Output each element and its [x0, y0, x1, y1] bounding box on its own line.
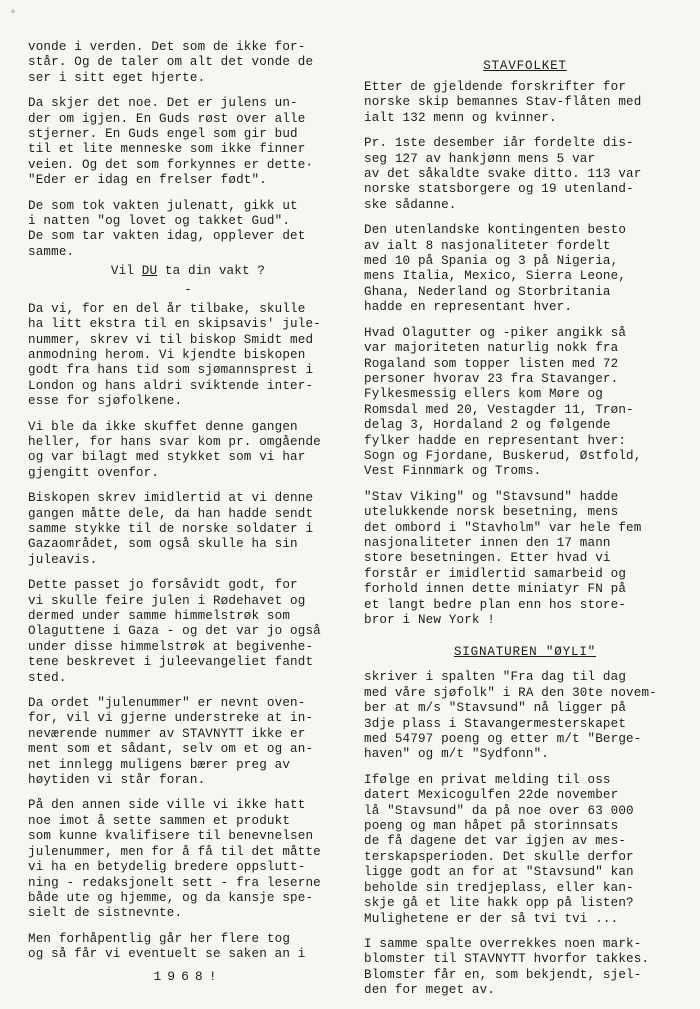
- paragraph: Vi ble da ikke skuffet denne gangen heller, for hans svar kom pr. omgående og var bilagt med stykket som vi har gjengitt ovenfor.: [28, 419, 321, 480]
- heading-signaturen-oyli: SIGNATUREN "ØYLI": [453, 645, 597, 660]
- paragraph: På den annen side ville vi ikke hatt noe imot å sette sammen et produkt som kunne kvalifisere til benevnelsen julenummer, men for å få til det måtte vi ha en betydelig bredere oppslutt- ning - redaksjonelt sett - fra leserne både ute og hjemme, og da kansje spe- sielt de sistnevnte.: [28, 798, 321, 921]
- paragraph: Hvad Olagutter og -piker angikk så var majoriteten naturlig nokk fra Rogaland som topper listen med 72 personer hvorav 23 fra Stavanger. Fylkesmessig ellers kom Møre og Romsdal med 20, Vestagder 11, Trøn- delag 3, Hordaland 2 og følgende fylker hadde en representant hver: Sogn og Fjordane, Buskerud, Østfold, Vest Finnmark og Troms.: [364, 325, 642, 479]
- paragraph: Ifølge en privat melding til oss datert Mexicogulfen 22de november lå "Stavsund" da på noe over 63 000 poeng og man håpet på storinnsats de få dagene det var igjen av mes- terskapsperioden. Det skulle derfor ligge godt an for at "Stavsund" kan beholde sin tredjeplass, eller kan- skje gå et lite hakk opp på listen? Mulighetene er der så tvi tvi ...: [364, 772, 634, 926]
- paragraph: Da ordet "julenummer" er nevnt oven- for, vil vi gjerne understreke at in- neværende nummer av STAVNYTT ikke er ment som et sådant, selv om et og an- net innlegg muligens bærer preg av høytiden vi står foran.: [28, 696, 314, 788]
- paragraph: Den utenlandske kontingenten besto av ialt 8 nasjonaliteter fordelt med 10 på Spania og 3 på Nigeria, mens Italia, Mexico, Sierra Leone, Ghana, Nederland og Storbritania hadde en representant hver.: [364, 223, 627, 315]
- paragraph: vonde i verden. Det som de ikke for- står. Og de taler om alt det vonde de ser i sitt eget hjerte.: [28, 40, 314, 85]
- paragraph: Dette passet jo forsåvidt godt, for vi skulle feire julen i Rødehavet og dermed under samme himmelstrøk som Olaguttene i Gaza - og det var jo også under disse himmelstrøk at begivenhe- tene beskrevet i juleevangeliet fandt sted.: [28, 578, 321, 685]
- paragraph: Biskopen skrev imidlertid at vi denne gangen måtte dele, da han hadde sendt samme stykke til de norske soldater i Gazaområdet, som også skulle ha sin juleavis.: [28, 491, 314, 567]
- left-column: [28, 40, 348, 985]
- page-corner-mark: ✧: [10, 7, 17, 18]
- paragraph: skriver i spalten "Fra dag til dag med våre sjøfolk" i RA den 30te novem- ber at m/s "Stavsund" nå ligger på 3dje plass i Stavangermesterskapet med 54797 poeng og etter m/t "Berge- haven" og m/t "Sydfonn".: [364, 670, 657, 762]
- vakt-question-post: ta din vakt ?: [157, 264, 266, 279]
- paragraph: Men forhåpentlig går her flere tog og så får vi eventuelt se saken an i: [28, 931, 306, 962]
- paragraph: Pr. 1ste desember iår fordelte dis- seg 127 av hankjønn mens 5 var av det såkaldte svake ditto. 113 var norske statsborgere og 19 utenland- ske sådanne.: [364, 136, 642, 212]
- paragraph: I samme spalte overrekkes noen mark- blomster til STAVNYTT hvorfor takkes. Blomster får en, som bekjendt, sjel- den for meget av.: [364, 936, 650, 998]
- vakt-question-du: DU: [141, 264, 158, 279]
- paragraph: Etter de gjeldende forskrifter for norske skip bemannes Stav-flåten med ialt 132 menn og kvinner.: [364, 80, 642, 125]
- paragraph: Da vi, for en del år tilbake, skulle ha litt ekstra til en skipsavis' jule- nummer, skrev vi til biskop Smidt med anmodning herom. Vi kjendte biskopen godt fra hans tid som sjømannsprest i London og hans aldri sviktende inter- esse for sjøfolkene.: [28, 301, 321, 409]
- paragraph: De som tok vakten julenatt, gikk ut i natten "og lovet og takket Gud". De som tar vakten idag, opplever det samme.: [28, 198, 306, 259]
- vakt-question: [28, 264, 348, 279]
- year-1968: 1968!: [153, 968, 223, 984]
- heading-stavfolket: STAVFOLKET: [483, 59, 567, 73]
- vakt-question-pre: Vil: [110, 264, 142, 279]
- paragraph: "Stav Viking" og "Stavsund" hadde utelukkende norsk besetning, mens det ombord i "Stavholm" var hele fem nasjonaliteter innen den 17 mann store besetningen. Etter hvad vi forstår er imidlertid samarbeid og forhold innen dette miniatyr FN på et langt bedre plan enn hos store- bror i New York !: [364, 489, 642, 627]
- paragraph: Da skjer det noe. Det er julens un- der om igjen. En Guds røst over alle stjerner. En Guds engel som gir bud til et lite menneske som ikke finner veien. Og det som forkynnes er dette· "Eder er idag en frelser født".: [28, 96, 314, 188]
- section-divider: -: [184, 282, 192, 297]
- right-column: [364, 58, 686, 1009]
